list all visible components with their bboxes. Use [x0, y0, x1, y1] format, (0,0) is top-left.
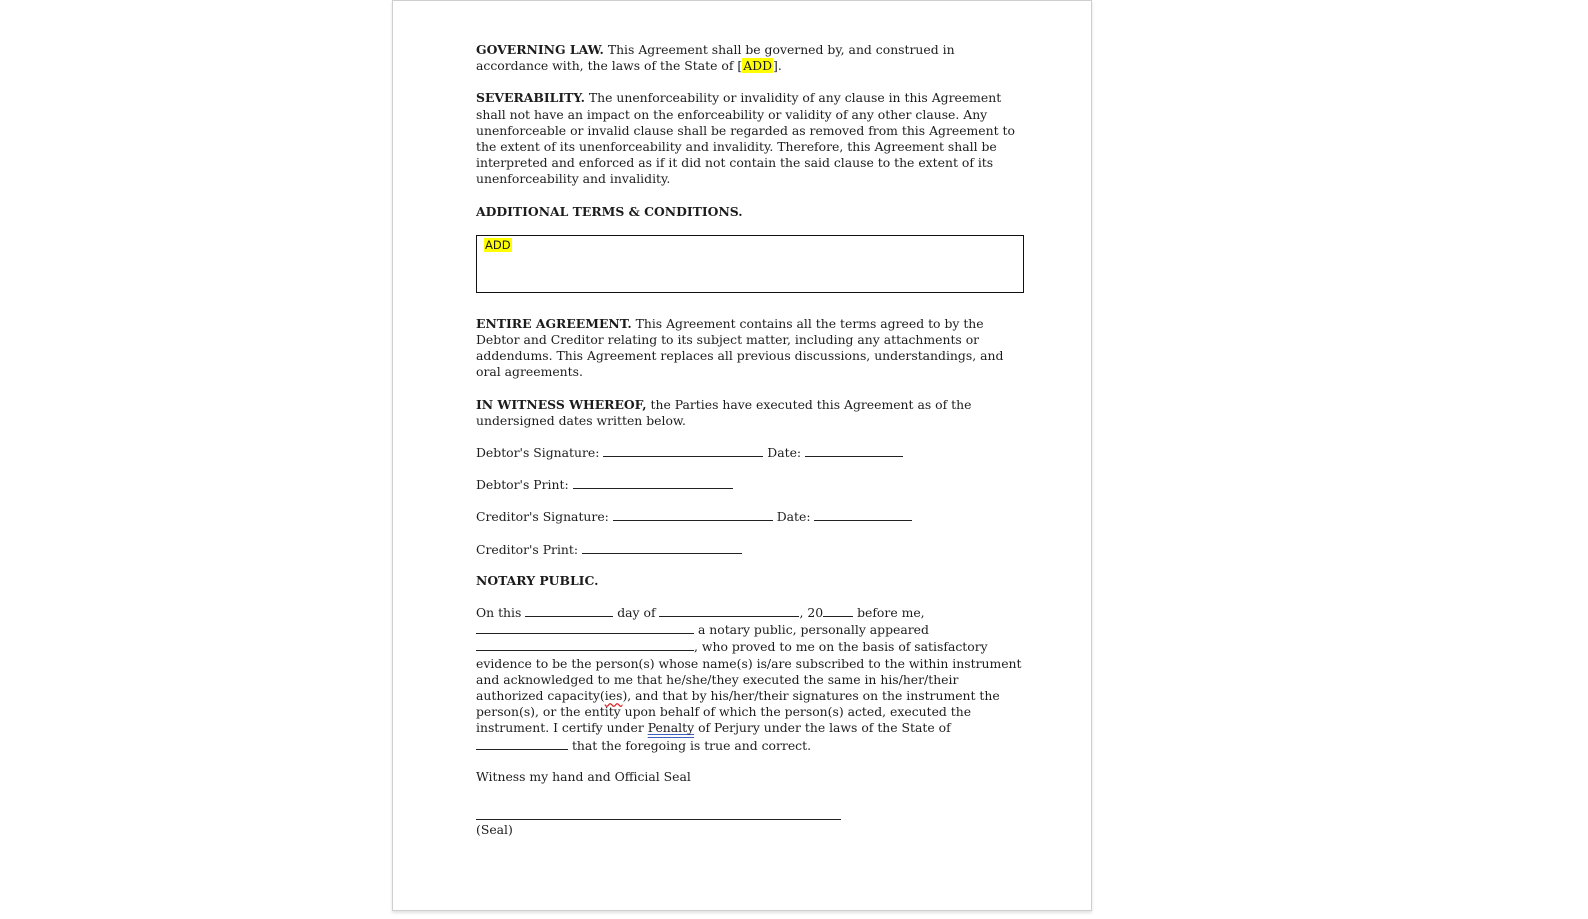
notary-before-me: before me,: [853, 605, 925, 621]
debtor-signature-row: [476, 444, 1024, 461]
governing-law-text: This Agreement shall be governed by, and construed in accordance with, the laws of the State of [: [476, 42, 955, 74]
notary-capacity-pre: capacity(: [547, 688, 605, 704]
governing-law-paragraph: [476, 42, 1024, 74]
notary-heading: NOTARY PUBLIC.: [476, 572, 599, 588]
witness-hand-seal: Witness my hand and Official Seal: [476, 768, 691, 784]
witness-heading: IN WITNESS WHEREOF,: [476, 396, 647, 412]
debtor-date-label: Date:: [763, 445, 806, 461]
severability-text: The unenforceability or invalidity of any clause in this Agreement shall not have an impact on the enforceability or validity of any other clause. Any unenforceable or invalid clause shall be regarded as removed from this Agreement to the extent of its unenforceability and invalidity. Therefore, this Agreement shall be interpreted and enforced as if it did not contain the said clause to the extent of its unenforceability and invalidity.: [476, 90, 1015, 187]
additional-terms-box[interactable]: [476, 235, 1024, 293]
severability-heading: SEVERABILITY.: [476, 90, 585, 106]
debtor-print-label: Debtor's Print:: [476, 477, 573, 493]
entire-agreement-paragraph: [476, 316, 1024, 381]
notary-penalty-word: Penalty: [647, 720, 695, 736]
notary-day-line[interactable]: [525, 604, 613, 617]
appearer-name-line[interactable]: [476, 638, 694, 651]
notary-day-of: day of: [613, 605, 660, 621]
creditor-signature-label: Creditor's Signature:: [476, 509, 613, 525]
severability-paragraph: [476, 90, 1024, 187]
notary-year-prefix: , 20: [799, 605, 824, 621]
entire-agreement-text: This Agreement contains all the terms agreed to by the Debtor and Creditor relating to its subject matter, including any attachments or addendums. This Agreement replaces all previous discussions, understandings, and oral agreements.: [476, 315, 1004, 380]
entire-agreement-heading: ENTIRE AGREEMENT.: [476, 315, 632, 331]
creditor-signature-line[interactable]: [613, 508, 773, 521]
notary-year-line[interactable]: [823, 604, 853, 617]
notary-paragraph: [476, 604, 1024, 754]
governing-law-heading: GOVERNING LAW.: [476, 42, 604, 57]
debtor-signature-line[interactable]: [603, 444, 763, 457]
seal-label: (Seal): [476, 822, 513, 838]
notary-capacity-word: ies: [604, 688, 623, 704]
creditor-date-label: Date:: [772, 509, 815, 525]
notary-state-line[interactable]: [476, 737, 568, 750]
creditor-signature-row: [476, 508, 1024, 525]
notary-name-line[interactable]: [476, 621, 694, 634]
notary-month-line[interactable]: [659, 604, 799, 617]
creditor-print-line[interactable]: [582, 541, 742, 554]
debtor-print-line[interactable]: [573, 476, 733, 489]
additional-terms-heading: ADDITIONAL TERMS & CONDITIONS.: [476, 203, 743, 219]
governing-law-placeholder[interactable]: ADD: [743, 58, 773, 74]
witness-text: the Parties have executed this Agreement as of the undersigned dates written below.: [476, 396, 972, 428]
notary-public-text: a notary public, personally appeared: [694, 622, 929, 638]
notary-on-this: On this: [476, 605, 526, 621]
notary-foregoing-text: that the foregoing is true and correct.: [568, 737, 812, 753]
creditor-date-line[interactable]: [814, 508, 912, 521]
notary-capacity-post: ), and that by his/her/their signatures on the instrument the person(s), or the entity upon behalf of which the person(s) acted, executed the instrument. I certify under: [476, 688, 1000, 736]
debtor-date-line[interactable]: [805, 444, 903, 457]
seal-signature-line[interactable]: [476, 805, 841, 820]
additional-terms-placeholder[interactable]: ADD: [485, 237, 511, 252]
debtor-print-row: [476, 476, 1024, 493]
debtor-signature-label: Debtor's Signature:: [476, 445, 604, 461]
creditor-print-label: Creditor's Print:: [476, 541, 582, 557]
document-page: [392, 0, 1092, 911]
creditor-print-row: [476, 541, 1024, 558]
notary-who-proved: , who proved to me on the basis of satisfactory evidence to be the person(s) whose name(s) is/are subscribed to the within instrument and acknowledged to me that he/she/they executed the same in his/her/their authorized: [476, 639, 1022, 704]
document-body: [476, 42, 1024, 838]
notary-perjury-text: of Perjury under the laws of the State of: [694, 720, 951, 736]
witness-paragraph: [476, 397, 1024, 429]
governing-law-text-end: ].: [773, 58, 782, 74]
